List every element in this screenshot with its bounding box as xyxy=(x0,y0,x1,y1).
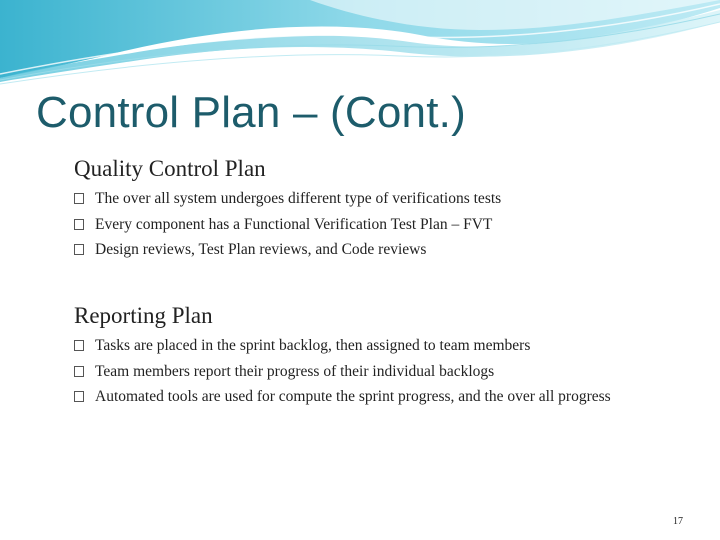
bullet-list xyxy=(74,188,694,261)
section-heading: Reporting Plan xyxy=(74,303,213,328)
list-item-text: The over all system undergoes different type of verifications tests xyxy=(95,190,502,207)
list-item xyxy=(74,239,694,261)
square-bullet-icon xyxy=(74,193,84,204)
square-bullet-icon xyxy=(74,340,84,351)
reporting-plan-section xyxy=(74,303,694,412)
quality-control-plan-section xyxy=(74,156,694,265)
list-item-text: Tasks are placed in the sprint backlog, then assigned to team members xyxy=(95,337,531,354)
slide-title: Control Plan – (Cont.) xyxy=(36,88,466,137)
list-item xyxy=(74,188,694,210)
list-item-text: Automated tools are used for compute the sprint progress, and the over all progress xyxy=(95,388,611,405)
list-item-text: Team members report their progress of their individual backlogs xyxy=(95,362,495,380)
list-item xyxy=(74,335,694,357)
list-item-text: Every component has a Functional Verification Test Plan – FVT xyxy=(95,215,493,233)
square-bullet-icon xyxy=(74,366,84,377)
square-bullet-icon xyxy=(74,244,84,255)
list-item-text: Design reviews, Test Plan reviews, and Code reviews xyxy=(95,241,427,258)
page-number: 17 xyxy=(673,516,683,527)
square-bullet-icon xyxy=(74,391,84,402)
header-wave-decoration xyxy=(0,0,720,90)
list-item xyxy=(74,361,694,383)
list-item xyxy=(74,214,694,236)
bullet-list xyxy=(74,335,694,408)
list-item xyxy=(74,386,694,408)
section-heading: Quality Control Plan xyxy=(74,156,266,181)
square-bullet-icon xyxy=(74,219,84,230)
